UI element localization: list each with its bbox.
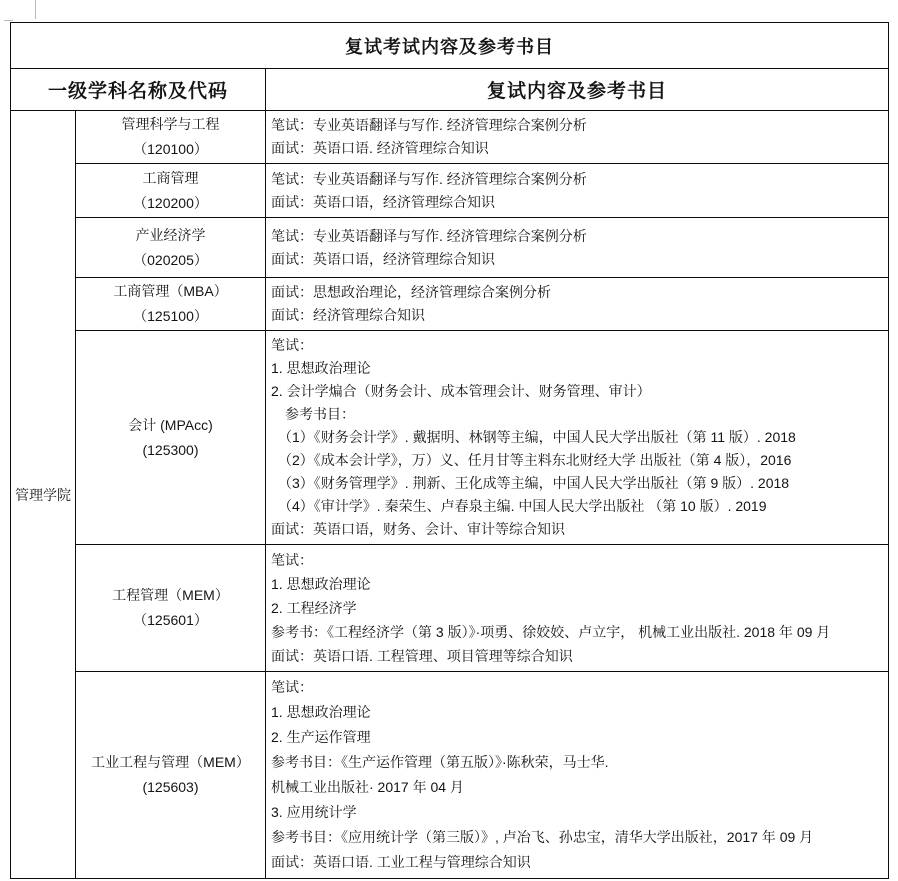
program-cell [76, 111, 266, 164]
content-line: 参考书：《工程经济学（第 3 版）》·项勇、徐姣姣、卢立宇， 机械工业出版社. 2018 年 09 月 [271, 624, 831, 640]
content-line: （2）《成本会计学》，万）义、任月甘等主料东北财经大学 出版社（第 4 版），2016 [271, 452, 792, 468]
exam-content-cell [266, 278, 889, 331]
exam-content-cell [266, 111, 889, 164]
table-row [11, 331, 889, 545]
table-row [11, 111, 889, 164]
title-row [11, 23, 889, 69]
content-line: 面试：英语口语. 经济管理综合知识 [271, 140, 489, 156]
program-cell [76, 331, 266, 545]
content-line: 面试：经济管理综合知识 [271, 307, 425, 323]
college-name: 管理学院 [11, 111, 76, 879]
content-line: 参考书目：《应用统计学（第三版）》, 卢冶飞、孙忠宝，清华大学出版社，2017 年 09 月 [271, 829, 814, 845]
table-row [11, 545, 889, 672]
content-line: 参考书目： [271, 406, 355, 422]
program-name: 工业工程与管理（MEM） [91, 754, 250, 770]
program-code: （120200） [133, 194, 208, 211]
content-line: 面试：英语口语. 工业工程与管理综合知识 [271, 854, 531, 870]
content-line: 2. 生产运作管理 [271, 729, 371, 745]
content-line: 2. 工程经济学 [271, 600, 357, 616]
table-row [11, 164, 889, 218]
column-header-content: 复试内容及参考书目 [266, 69, 889, 111]
program-code: （020205） [133, 251, 208, 268]
program-code: （125601） [133, 612, 208, 628]
program-cell [76, 672, 266, 879]
content-line: 2. 会计学煸合（财务会计、成本管理会计、财务管理、审计） [271, 383, 651, 399]
program-name: 工商管理 [142, 169, 199, 186]
exam-content-cell [266, 218, 889, 278]
exam-content-cell [266, 331, 889, 545]
gridline-artifact-horizontal [4, 20, 13, 21]
content-line: 参考书目：《生产运作管理（第五版）》·陈秋荣，马士华. [271, 754, 609, 770]
content-line: 笔试： [271, 337, 313, 353]
program-code: （120100） [133, 141, 208, 157]
exam-content-cell [266, 545, 889, 672]
exam-content-cell [266, 164, 889, 218]
content-line: 1. 思想政治理论 [271, 576, 371, 592]
content-line: 面试：思想政治理论，经济管理综合案例分析 [271, 284, 551, 300]
content-line: 面试：英语口语，经济管理综合知识 [271, 250, 495, 267]
exam-content-cell [266, 672, 889, 879]
column-header-discipline: 一级学科名称及代码 [11, 69, 266, 111]
content-line: 笔试：专业英语翻译与写作. 经济管理综合案例分析 [271, 170, 587, 187]
content-line: 面试：英语口语. 工程管理、项目管理等综合知识 [271, 648, 573, 664]
program-cell [76, 164, 266, 218]
content-line: （3）《财务管理学》. 荆新、王化成等主编，中国人民大学出版社（第 9 版）. 2018 [271, 475, 790, 491]
gridline-artifact-vertical [35, 0, 36, 19]
program-code: (125603) [142, 779, 199, 795]
program-name: 产业经济学 [135, 226, 206, 243]
content-line: 面试：英语口语，经济管理综合知识 [271, 193, 495, 210]
program-code: (125300) [142, 441, 199, 458]
program-name: 工商管理（MBA） [113, 283, 228, 299]
content-line: （1）《财务会计学》. 戴据明、林钢等主编，中国人民大学出版社（第 11 版）. 2018 [271, 429, 796, 445]
exam-content-table [10, 22, 889, 879]
content-line: 笔试：专业英语翻译与写作. 经济管理综合案例分析 [271, 227, 587, 244]
header-row [11, 69, 889, 111]
content-line: （4）《审计学》. 秦荣生、卢春泉主编. 中国人民大学出版社 （第 10 版）. 2019 [271, 498, 767, 514]
table-title: 复试考试内容及参考书目 [11, 23, 889, 69]
program-name: 管理科学与工程 [121, 116, 220, 132]
program-name: 工程管理（MEM） [112, 587, 229, 603]
content-line: 机械工业出版社· 2017 年 04 月 [271, 779, 464, 795]
program-cell [76, 278, 266, 331]
program-code: （125100） [133, 308, 208, 324]
table-row [11, 278, 889, 331]
table-row [11, 218, 889, 278]
content-line: 1. 思想政治理论 [271, 360, 371, 376]
program-name: 会计 (MPAcc) [128, 416, 213, 433]
content-line: 笔试：专业英语翻译与写作. 经济管理综合案例分析 [271, 117, 587, 133]
content-line: 笔试： [271, 552, 313, 568]
table-row [11, 672, 889, 879]
content-line: 笔试： [271, 679, 313, 695]
program-cell [76, 218, 266, 278]
content-line: 面试：英语口语，财务、会计、审计等综合知识 [271, 521, 565, 537]
content-line: 1. 思想政治理论 [271, 704, 371, 720]
content-line: 3. 应用统计学 [271, 804, 357, 820]
program-cell [76, 545, 266, 672]
